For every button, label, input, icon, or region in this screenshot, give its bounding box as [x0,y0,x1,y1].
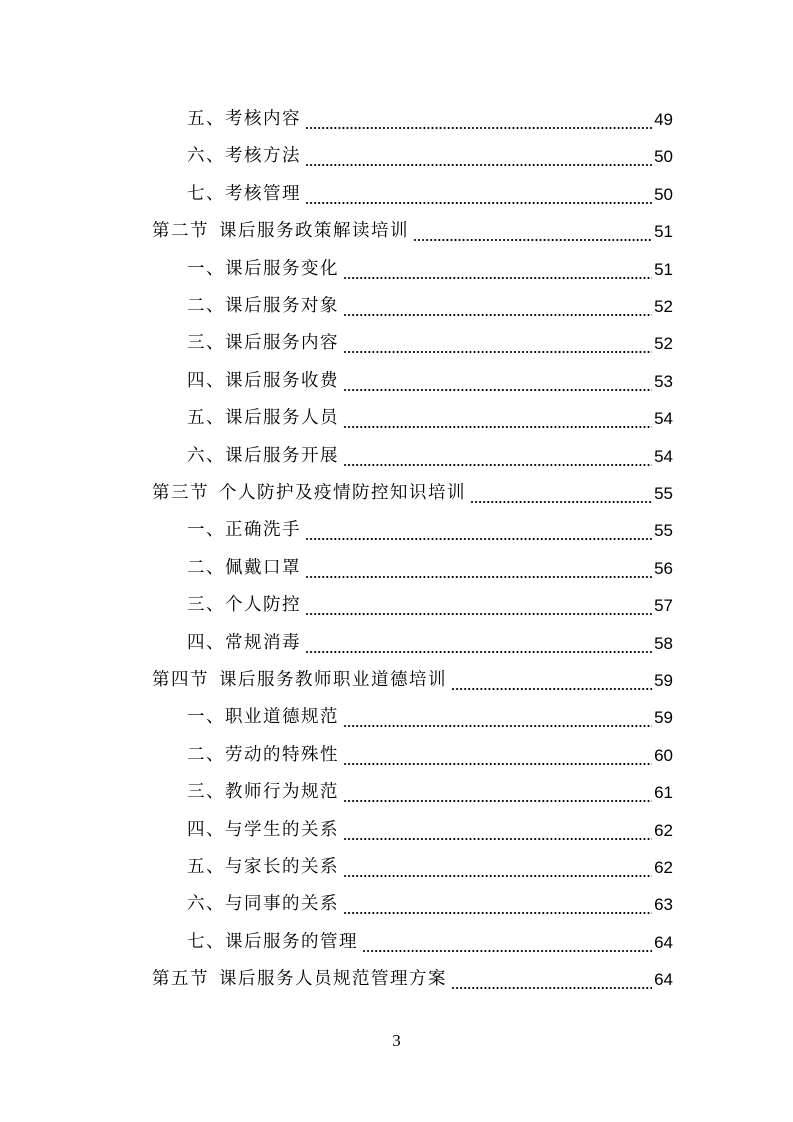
toc-entry-label [187,774,339,811]
toc-entry-separator: 、 [206,894,225,915]
toc-entry-separator: 、 [206,408,225,429]
toc-section-entry[interactable] [152,213,673,250]
dot-leader [413,213,652,250]
dot-leader [451,961,652,998]
toc-entry-label [152,213,409,250]
toc-entry-page-number: 61 [654,783,673,803]
toc-entry-title: 职业道德规范 [225,707,339,728]
toc-entry-number: 六 [187,146,206,167]
toc-subsection-entry[interactable] [187,886,673,923]
dot-leader [343,363,652,400]
toc-subsection-entry[interactable] [187,288,673,325]
toc-entry-separator: 、 [206,109,225,129]
toc-entry-title: 考核管理 [225,183,301,204]
dot-leader [343,325,652,362]
toc-entry-label [187,886,339,923]
toc-entry-separator: 、 [206,370,225,391]
toc-entry-page-number: 54 [654,446,673,466]
toc-entry-page-number: 53 [654,371,673,391]
toc-entry-page-number: 49 [654,110,673,129]
toc-entry-page-number: 51 [654,259,673,279]
toc-entry-page-number: 50 [654,147,673,167]
toc-entry-number: 三 [187,333,206,354]
toc-subsection-entry[interactable] [187,138,673,175]
toc-entry-separator: 、 [206,146,225,167]
dot-leader [343,812,652,849]
toc-entry-title: 佩戴口罩 [225,557,301,578]
toc-entry-separator: 、 [206,296,225,316]
toc-subsection-entry[interactable] [187,774,673,811]
toc-entry-title: 教师行为规范 [225,782,339,803]
toc-entry-page-number: 60 [654,745,673,765]
toc-entry-page-number: 64 [654,970,673,990]
toc-entry-label [187,363,339,400]
dot-leader [362,924,652,961]
dot-leader [343,737,652,774]
toc-entry-number: 第四节 [152,670,209,690]
toc-entry-number: 一 [187,707,206,728]
toc-subsection-entry[interactable] [187,924,673,961]
toc-entry-label [187,849,339,886]
toc-entry-number: 四 [187,632,206,653]
toc-subsection-entry[interactable] [187,325,673,362]
toc-entry-title: 课后服务政策解读培训 [219,221,409,242]
dot-leader [470,475,652,512]
dot-leader [305,625,652,662]
toc-entry-separator: 、 [206,632,225,653]
toc-entry-number: 四 [187,370,206,391]
dot-leader [305,587,652,624]
toc-entry-title: 课后服务教师职业道德培训 [219,670,447,690]
toc-entry-title: 课后服务变化 [225,258,339,279]
toc-entry-title: 正确洗手 [225,520,301,541]
toc-entry-page-number: 55 [654,484,673,503]
toc-subsection-entry[interactable] [187,737,673,774]
toc-subsection-entry[interactable] [187,101,673,138]
page-number: 3 [392,1031,401,1050]
dot-leader [343,699,652,736]
toc-subsection-entry[interactable] [187,512,673,549]
toc-entry-label [187,325,339,362]
toc-entry-label [187,138,301,175]
toc-entry-separator: 、 [206,819,225,840]
toc-entry-page-number: 56 [654,558,673,578]
toc-subsection-entry[interactable] [187,363,673,400]
toc-entry-separator: 、 [206,520,225,541]
toc-entry-title: 考核内容 [225,109,301,129]
toc-entry-page-number: 50 [654,184,673,204]
toc-entry-separator: 、 [206,258,225,279]
toc-entry-page-number: 58 [654,633,673,653]
toc-entry-title: 与学生的关系 [225,819,339,840]
dot-leader [305,512,652,549]
dot-leader [343,251,652,288]
toc-entry-label [152,475,466,512]
toc-entry-number: 三 [187,595,206,616]
dot-leader [343,400,652,437]
toc-entry-label [187,438,339,475]
toc-entry-number: 七 [187,183,206,204]
toc-entry-page-number: 64 [654,932,673,952]
toc-entry-title: 课后服务人员 [225,408,339,429]
toc-entry-label [187,737,339,774]
toc-entry-label [187,512,301,549]
dot-leader [305,550,652,587]
toc-entry-number: 第三节 [152,483,209,503]
dot-leader [343,886,652,923]
toc-subsection-entry[interactable] [187,438,673,475]
toc-entry-number: 一 [187,520,206,541]
toc-entry-title: 与同事的关系 [225,894,339,915]
toc-entry-number: 五 [187,408,206,429]
toc-entry-title: 课后服务人员规范管理方案 [219,969,447,990]
toc-entry-page-number: 62 [654,858,673,877]
toc-entry-separator: 、 [206,595,225,616]
dot-leader [451,662,652,699]
toc-subsection-entry[interactable] [187,251,673,288]
toc-entry-number: 六 [187,445,206,466]
toc-subsection-entry[interactable] [187,176,673,213]
toc-entry-page-number: 54 [654,409,673,429]
toc-entry-label [187,251,339,288]
toc-section-entry[interactable] [152,475,673,512]
toc-entry-title: 课后服务收费 [225,370,339,391]
toc-subsection-entry[interactable] [187,550,673,587]
toc-entry-page-number: 57 [654,596,673,616]
toc-entry-title: 个人防护及疫情防控知识培训 [219,483,466,503]
toc-subsection-entry[interactable] [187,625,673,662]
toc-entry-title: 个人防控 [225,595,301,616]
toc-entry-number: 五 [187,857,206,877]
toc-entry-number: 第五节 [152,969,209,990]
toc-entry-page-number: 55 [654,521,673,541]
toc-entry-title: 常规消毒 [225,632,301,653]
toc-entry-label [152,662,447,699]
toc-entry-number: 一 [187,258,206,279]
toc-entry-title: 与家长的关系 [225,857,339,877]
toc-entry-label [187,400,339,437]
toc-subsection-entry[interactable] [187,587,673,624]
toc-section-entry[interactable] [152,662,673,699]
toc-subsection-entry[interactable] [187,812,673,849]
toc-entry-separator: 、 [206,782,225,803]
toc-entry-label [187,176,301,213]
toc-entry-page-number: 59 [654,671,673,690]
toc-entry-label [152,961,447,998]
toc-entry-separator: 、 [206,445,225,466]
toc-entry-page-number: 62 [654,820,673,840]
toc-entry-label [187,587,301,624]
toc-section-entry[interactable] [152,961,673,998]
toc-subsection-entry[interactable] [187,699,673,736]
toc-entry-title: 考核方法 [225,146,301,167]
toc-subsection-entry[interactable] [187,849,673,886]
toc-entry-title: 课后服务的管理 [225,931,358,952]
toc-entry-label [187,550,301,587]
toc-entry-page-number: 59 [654,708,673,728]
toc-entry-separator: 、 [206,707,225,728]
toc-entry-label [187,101,301,138]
toc-subsection-entry[interactable] [187,400,673,437]
toc-entry-title: 劳动的特殊性 [225,744,339,765]
dot-leader [305,101,652,138]
toc-entry-title: 课后服务对象 [225,296,339,316]
toc-entry-page-number: 51 [654,222,673,242]
dot-leader [343,774,652,811]
toc-entry-number: 二 [187,296,206,316]
toc-entry-label [187,625,301,662]
dot-leader [343,288,652,325]
toc-entry-number: 五 [187,109,206,129]
toc-entry-number: 二 [187,557,206,578]
toc-entry-separator: 、 [206,183,225,204]
toc-entry-separator: 、 [206,557,225,578]
toc-entry-number: 第二节 [152,221,209,242]
toc-entry-separator: 、 [206,333,225,354]
dot-leader [305,138,652,175]
dot-leader [343,438,652,475]
toc-entry-number: 三 [187,782,206,803]
toc-entry-separator: 、 [206,744,225,765]
toc-entry-separator: 、 [206,857,225,877]
toc-entry-label [187,924,358,961]
dot-leader [305,176,652,213]
toc-entry-page-number: 52 [654,334,673,354]
toc-entry-label [187,699,339,736]
toc-entry-separator: 、 [206,931,225,952]
toc-entry-title: 课后服务开展 [225,445,339,466]
toc-entry-title: 课后服务内容 [225,333,339,354]
toc-entry-label [187,288,339,325]
dot-leader [343,849,652,886]
toc-entry-page-number: 63 [654,895,673,915]
toc-entry-number: 四 [187,819,206,840]
toc-entry-number: 七 [187,931,206,952]
toc-entry-page-number: 52 [654,297,673,316]
toc-entry-label [187,812,339,849]
toc-entry-number: 二 [187,744,206,765]
toc-entry-number: 六 [187,894,206,915]
